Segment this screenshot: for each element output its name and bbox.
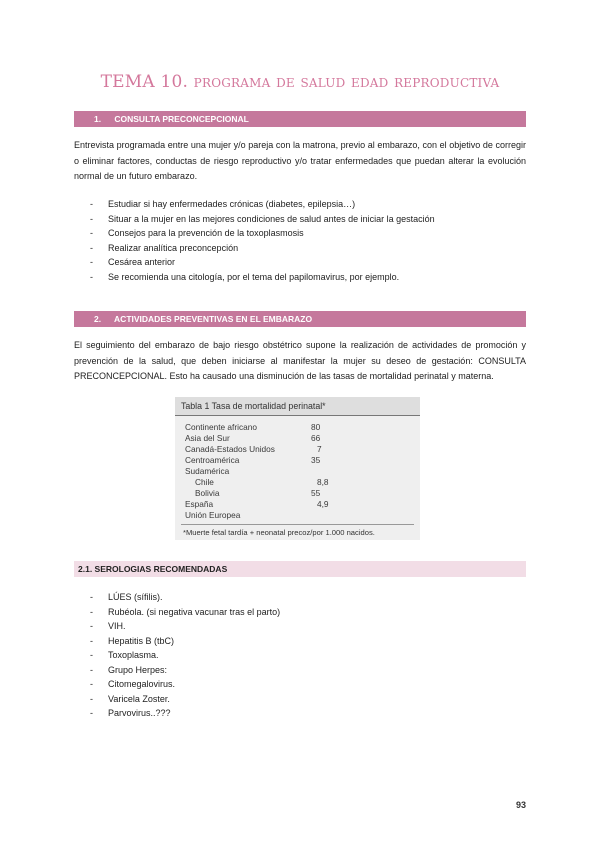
mortality-table — [175, 397, 420, 540]
table-row — [185, 444, 415, 455]
table-row — [185, 488, 415, 499]
list-item: - Estudiar si hay enfermedades crónicas (diabetes, epilepsia…) — [74, 197, 526, 212]
table-cell-value: 8,8 — [317, 477, 329, 487]
table-row — [185, 477, 415, 488]
table-row — [185, 422, 415, 433]
table-row — [185, 510, 415, 521]
table-header — [175, 397, 420, 416]
list-item: - Varicela Zoster. — [74, 692, 526, 707]
table-cell-value: 7 — [317, 444, 322, 454]
table-cell-name: España — [185, 499, 214, 509]
section-2-number: 2. — [94, 314, 102, 324]
table-cell-name: Sudamérica — [185, 466, 230, 476]
section-1-list — [74, 197, 526, 284]
table-cell-name: Asia del Sur — [185, 433, 230, 443]
list-item: - VIH. — [74, 619, 526, 634]
table-cell-value: 66 — [311, 433, 321, 443]
section-1-title: CONSULTA PRECONCEPCIONAL — [114, 114, 249, 124]
section-2-title: ACTIVIDADES PREVENTIVAS EN EL EMBARAZO — [114, 314, 313, 324]
table-row — [185, 455, 415, 466]
page-title: TEMA 10. programa de salud edad reproductiva — [100, 72, 500, 92]
section-1-heading — [74, 111, 526, 127]
table-cell-value: 55 — [311, 488, 321, 498]
list-item: - Cesárea anterior — [74, 255, 526, 270]
subsection-2-1-heading: 2.1. SEROLOGIAS RECOMENDADAS — [74, 561, 526, 577]
list-item: - Situar a la mujer en las mejores condiciones de salud antes de iniciar la gestación — [74, 212, 526, 227]
table-row — [185, 433, 415, 444]
section-2-paragraph: El seguimiento del embarazo de bajo riesgo obstétrico supone la realización de actividades de promoción y prevención de la salud, que deben iniciarse al manifestar la mujer su deseo de gestación: CONSULTA PRECONCEPCIONAL. Esto ha causado una disminución de las tasas de mortalidad perinatal y materna. — [74, 340, 526, 381]
list-item: - Rubéola. (si negativa vacunar tras el parto) — [74, 605, 526, 620]
serology-list — [74, 590, 526, 721]
table-cell-name: Centroamérica — [185, 455, 240, 465]
table-cell-name: Continente africano — [185, 422, 257, 432]
table-cell-name: Chile — [195, 477, 214, 487]
list-item: - Consejos para la prevención de la toxoplasmosis — [74, 226, 526, 241]
table-row — [185, 499, 415, 510]
section-1-paragraph: Entrevista programada entre una mujer y/o pareja con la matrona, previo al embarazo, con el objetivo de corregir o eliminar factores, conductas de riesgo reproductivo y/o tratar enfermedades que puedan alterar la evolución normal de un futuro embarazo. — [74, 140, 526, 181]
list-item: - Parvovirus..??? — [74, 706, 526, 721]
table-cell-value: 4,9 — [317, 499, 329, 509]
section-1-number: 1. — [94, 114, 102, 124]
table-row — [185, 466, 415, 477]
list-item: - LÚES (sífilis). — [74, 590, 526, 605]
table-cell-value: 35 — [311, 455, 321, 465]
list-item: - Realizar analítica preconcepción — [74, 241, 526, 256]
list-item: - Grupo Herpes: — [74, 663, 526, 678]
list-item: - Hepatitis B (tbC) — [74, 634, 526, 649]
table-cell-value: 80 — [311, 422, 321, 432]
table-cell-name: Unión Europea — [185, 510, 241, 520]
list-item: - Citomegalovirus. — [74, 677, 526, 692]
table-footnote-divider — [181, 524, 414, 525]
page-number: 93 — [515, 800, 526, 810]
table-title: Tabla 1 Tasa de mortalidad perinatal* — [181, 401, 326, 411]
table-cell-name: Canadá-Estados Unidos — [185, 444, 275, 454]
section-2-heading — [74, 311, 526, 327]
list-item: - Se recomienda una citología, por el tema del papilomavirus, por ejemplo. — [74, 270, 526, 285]
table-footnote: *Muerte fetal tardía + neonatal precoz/por 1.000 nacidos. — [183, 528, 375, 537]
list-item: - Toxoplasma. — [74, 648, 526, 663]
table-cell-name: Bolivia — [195, 488, 220, 498]
